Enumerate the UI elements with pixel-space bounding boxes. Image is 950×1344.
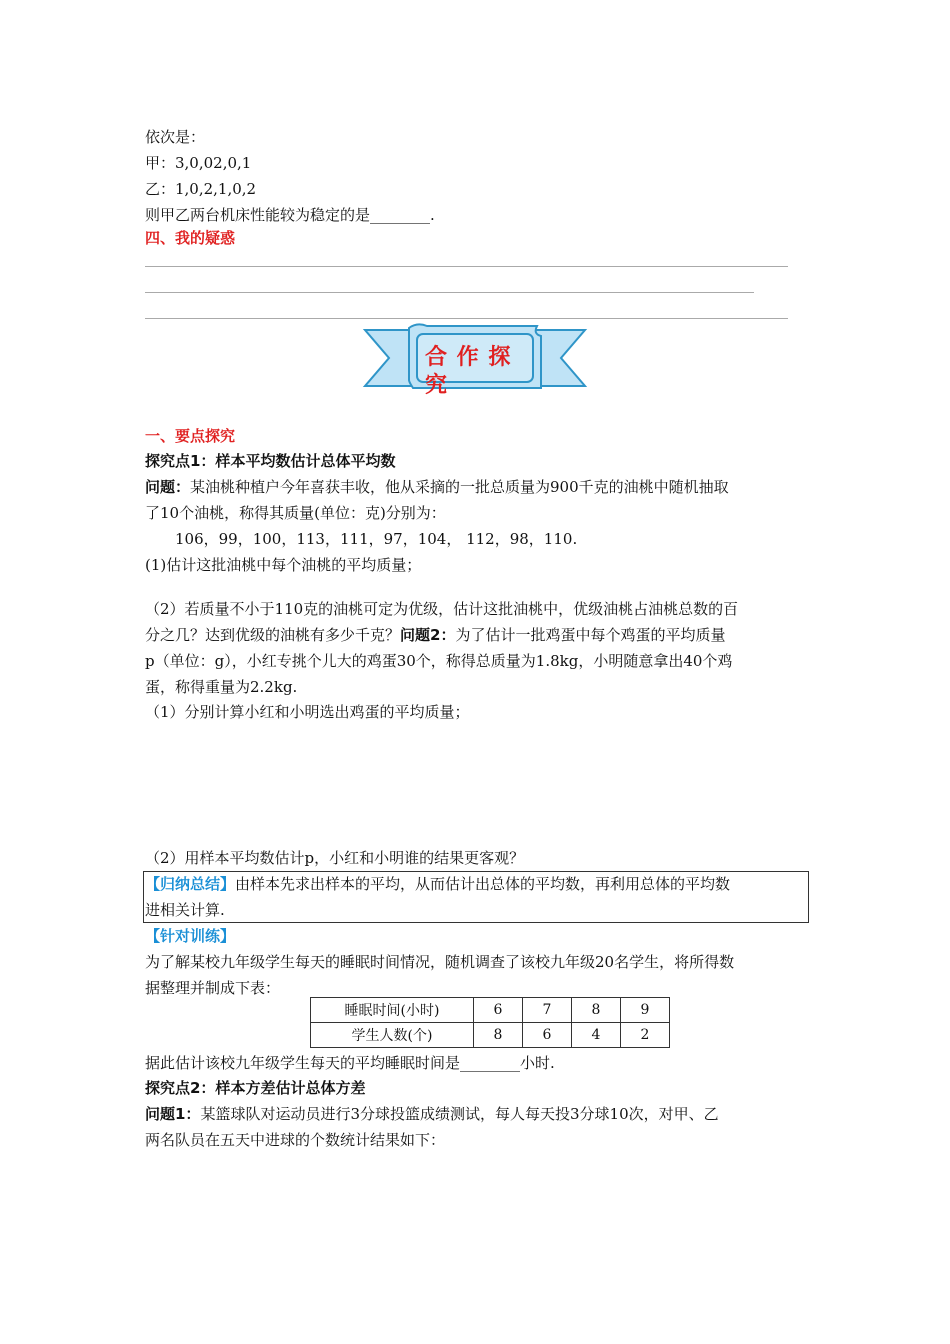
- problem-label: 问题1：: [145, 1105, 201, 1123]
- table-cell: 6: [474, 998, 523, 1023]
- problem-body: 分之几？达到优级的油桃有多少千克？: [145, 626, 401, 644]
- banner-text: 究: [425, 373, 448, 398]
- banner-text: 合 作 探: [425, 345, 512, 370]
- question-text: 则甲乙两台机床性能较为稳定的是________.: [145, 206, 435, 224]
- sub-question: （2）用样本平均数估计p，小红和小明谁的结果更客观？: [145, 849, 525, 867]
- problem-text: p（单位：g），小红专挑个儿大的鸡蛋30个，称得总质量为1.8kg，小明随意拿出40个鸡: [145, 652, 733, 670]
- answer-line: [145, 318, 788, 319]
- problem-text: 两名队员在五天中进球的个数统计结果如下：: [145, 1131, 446, 1149]
- table-row: [311, 998, 670, 1023]
- table-cell: 2: [621, 1023, 670, 1048]
- summary-text: [145, 874, 730, 894]
- table-header: 学生人数(个): [311, 1023, 474, 1048]
- point-title: 探究点2：样本方差估计总体方差: [145, 1079, 366, 1097]
- banner: [357, 322, 593, 396]
- section-heading: 一、要点探究: [145, 427, 236, 445]
- table-cell: 6: [523, 1023, 572, 1048]
- problem-text: [145, 1104, 719, 1124]
- training-text: 据整理并制成下表：: [145, 979, 281, 997]
- problem-text: 蛋，称得重量为2.2kg.: [145, 678, 298, 696]
- answer-line: [145, 266, 788, 267]
- table-cell: 8: [474, 1023, 523, 1048]
- problem-body: 某油桃种植户今年喜获丰收，他从采摘的一批总质量为900千克的油桃中随机抽取: [190, 478, 729, 496]
- sub-question: (1)估计这批油桃中每个油桃的平均质量；: [145, 556, 422, 574]
- problem-text: [145, 477, 729, 497]
- summary-label: 【归纳总结】: [145, 875, 236, 893]
- table-cell: 7: [523, 998, 572, 1023]
- summary-body: 由样本先求出样本的平均，从而估计出总体的平均数，再利用总体的平均数: [235, 875, 731, 893]
- question-text: 据此估计该校九年级学生每天的平均睡眠时间是________小时.: [145, 1054, 555, 1072]
- problem-text: 了10个油桃，称得其质量(单位：克)分别为：: [145, 504, 446, 522]
- answer-line: [145, 292, 754, 293]
- problem-body: 为了估计一批鸡蛋中每个鸡蛋的平均质量: [455, 626, 726, 644]
- text-line-jia: 甲：3,0,02,0,1: [145, 154, 252, 172]
- text-line-yi: 乙：1,0,2,1,0,2: [145, 180, 257, 198]
- sleep-table: [310, 997, 670, 1048]
- problem-text: [145, 625, 725, 645]
- section-heading: 四、我的疑惑: [145, 229, 236, 247]
- sub-question: （2）若质量不小于110克的油桃可定为优级，估计这批油桃中，优级油桃占油桃总数的百: [145, 600, 739, 618]
- text-line: 依次是：: [145, 128, 206, 146]
- summary-text: 进相关计算.: [145, 901, 225, 919]
- sub-question: （1）分别计算小红和小明选出鸡蛋的平均质量；: [145, 703, 470, 721]
- problem-label: 问题2：: [400, 626, 456, 644]
- table-cell: 9: [621, 998, 670, 1023]
- point-title: 探究点1：样本平均数估计总体平均数: [145, 452, 396, 470]
- table-cell: 4: [572, 1023, 621, 1048]
- training-label: 【针对训练】: [145, 927, 236, 945]
- data-values: 106，99，100，113，111，97，104， 112，98，110.: [175, 530, 578, 548]
- problem-body: 某篮球队对运动员进行3分球投篮成绩测试，每人每天投3分球10次，对甲、乙: [200, 1105, 719, 1123]
- training-text: 为了解某校九年级学生每天的睡眠时间情况，随机调查了该校九年级20名学生，将所得数: [145, 953, 735, 971]
- table-cell: 8: [572, 998, 621, 1023]
- problem-label: 问题：: [145, 478, 191, 496]
- table-header: 睡眠时间(小时): [311, 998, 474, 1023]
- table-row: [311, 1023, 670, 1048]
